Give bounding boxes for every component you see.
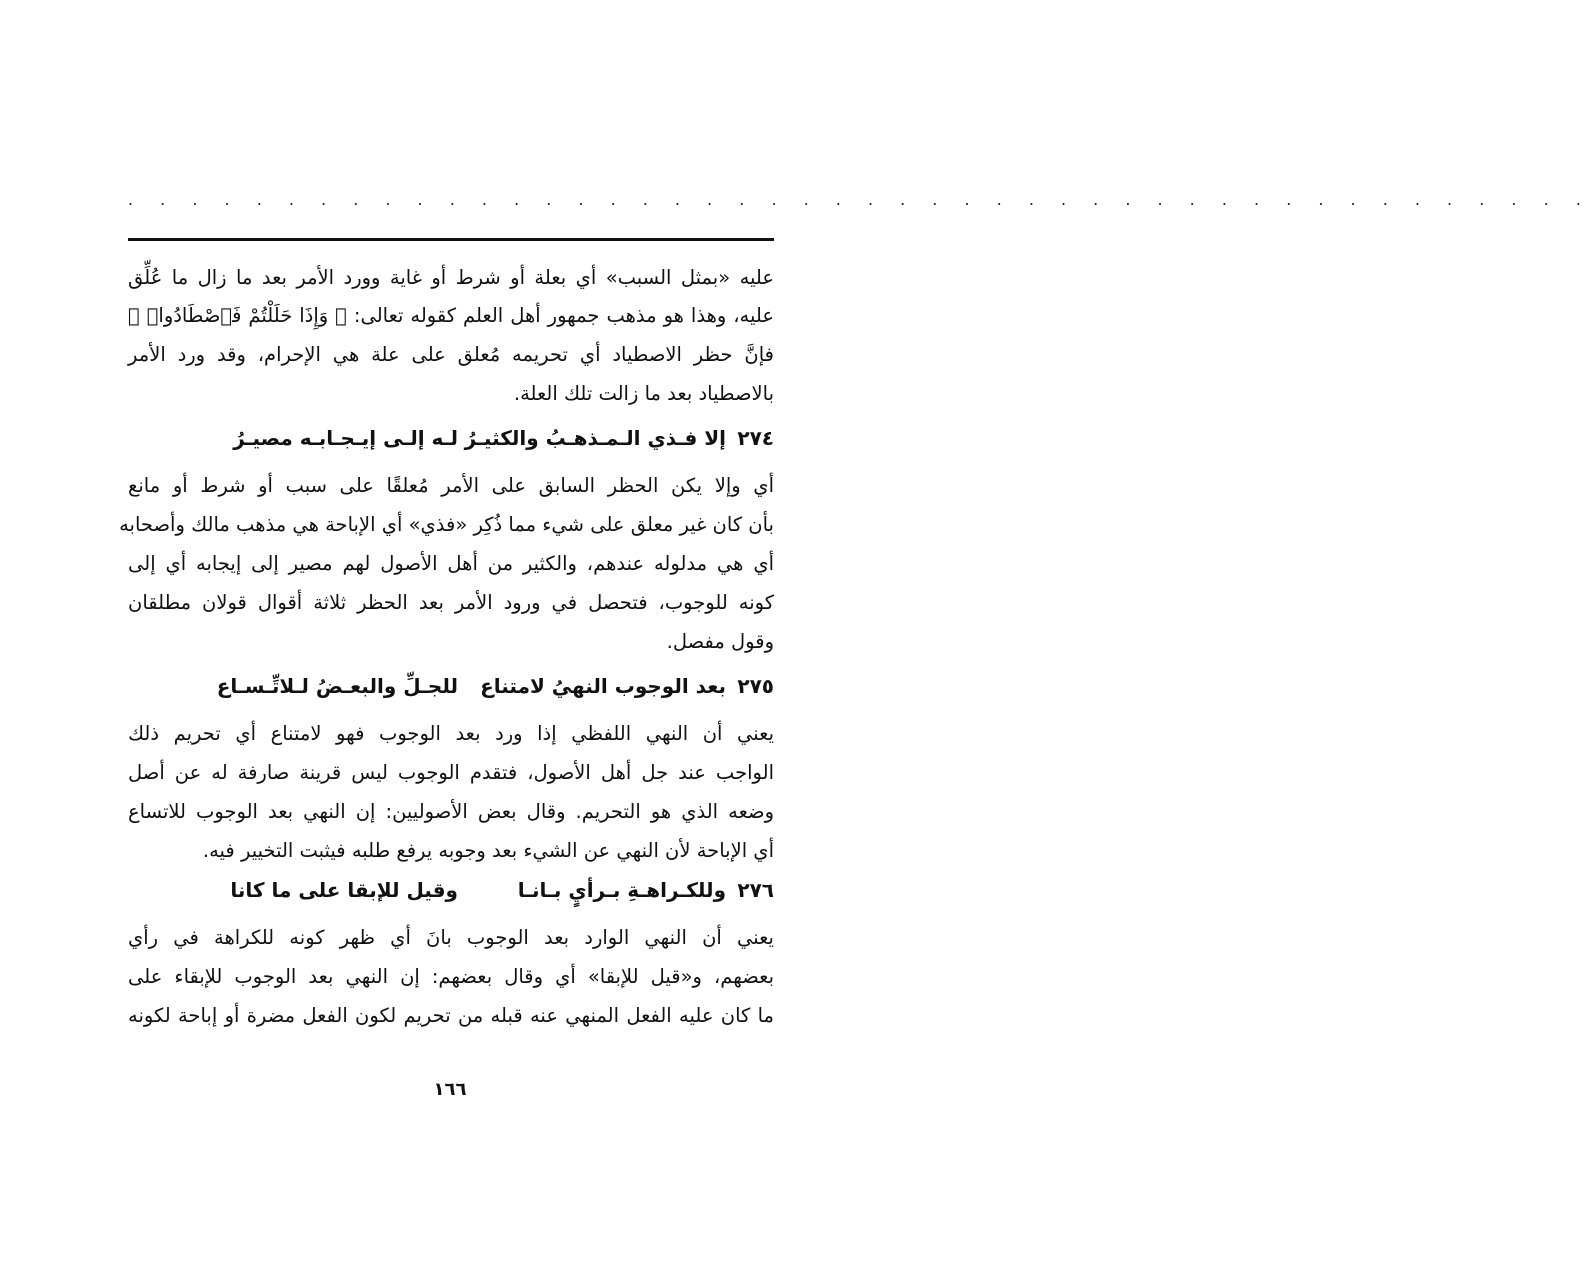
verse-number: ٢٧٦: [737, 878, 774, 902]
verse-first-hemistich: بعد الوجوب النهيُ لامتناع: [480, 674, 726, 698]
commentary-line: أي الإباحة لأن النهي عن الشيء بعد وجوبه يرفع طلبه فيثبت التخيير فيه.: [202, 839, 774, 862]
commentary-line: يعني أن النهي اللفظي إذا ورد بعد الوجوب فهو لامتناع أي تحريم ذلك: [128, 722, 774, 745]
commentary-line: الواجب عند جل أهل الأصول، فتقدم الوجوب ليس قرينة صارفة له عن أصل: [128, 761, 774, 784]
commentary-line: بعضهم، و«قيل للإبقا» أي وقال بعضهم: إن النهي بعد الوجوب للإبقاء على: [128, 965, 774, 988]
commentary-line: أي وإلا يكن الحظر السابق على الأمر مُعلقًا على سبب أو شرط أو مانع: [128, 474, 774, 497]
commentary-line: بالاصطياد بعد ما زالت تلك العلة.: [513, 382, 774, 405]
commentary-line: فإنَّ حظر الاصطياد أي تحريمه مُعلق على علة هي الإحرام، وقد ورد الأمر: [128, 343, 774, 366]
commentary-line: كونه للوجوب، فتحصل في ورود الأمر بعد الحظر ثلاثة أقوال قولان مطلقان: [128, 591, 774, 614]
verse-274: [128, 422, 774, 458]
verse-second-hemistich: للجـلِّ والبعـضُ لـلاتِّـسـاع: [216, 674, 458, 698]
verse-second-hemistich: لـه إلـى إيـجـابـه مصيـرُ: [233, 426, 458, 450]
verse-first-hemistich: إلا فـذي الـمـذهـبُ والكثيـرُ: [464, 426, 726, 450]
verse-276: [128, 874, 774, 910]
commentary-line: يعني أن النهي الوارد بعد الوجوب بانَ أي ظهر كونه للكراهة في رأي: [128, 926, 774, 949]
commentary-line: ما كان عليه الفعل المنهي عنه قبله من تحريم لكون الفعل مضرة أو إباحة لكونه: [128, 1004, 774, 1027]
page-number: ١٦٦: [433, 1079, 467, 1100]
horizontal-rule: [128, 238, 774, 241]
commentary-line: أي هي مدلوله عندهم، والكثير من أهل الأصول لهم مصير إلى إيجابه أي إلى: [128, 552, 774, 575]
verse-number: ٢٧٤: [737, 426, 774, 450]
verse-first-hemistich: وللكـراهـةِ بـرأيٍ بـانـا: [517, 878, 726, 902]
commentary-line: عليه «بمثل السبب» أي بعلة أو شرط أو غاية وورد الأمر بعد ما زال ما عُلِّق: [128, 266, 774, 289]
commentary-line-quran: عليه، وهذا هو مذهب جمهور أهل العلم كقوله تعالى: ﴿ وَإِذَا حَلَلْتُمْ فَٱصْطَادُوا۟ ﴾: [128, 304, 774, 327]
verse-275: [128, 670, 774, 706]
commentary-line: وضعه الذي هو التحريم. وقال بعض الأصوليين: إن النهي بعد الوجوب للاتساع: [128, 800, 774, 823]
verse-second-hemistich: وقيل للإبقا على ما كانا: [230, 878, 458, 902]
commentary-line: بأن كان غير معلق على شيء مما ذُكِر «فذي» أي الإباحة هي مذهب مالك وأصحابه: [119, 513, 774, 536]
dotted-separator: . . . . . . . . . . . . . . . . . . . . . . . . . . . . . . . . . . . . . . . . . . . . . .: [128, 190, 1592, 209]
verse-number: ٢٧٥: [737, 674, 774, 698]
commentary-line: وقول مفصل.: [666, 630, 774, 653]
